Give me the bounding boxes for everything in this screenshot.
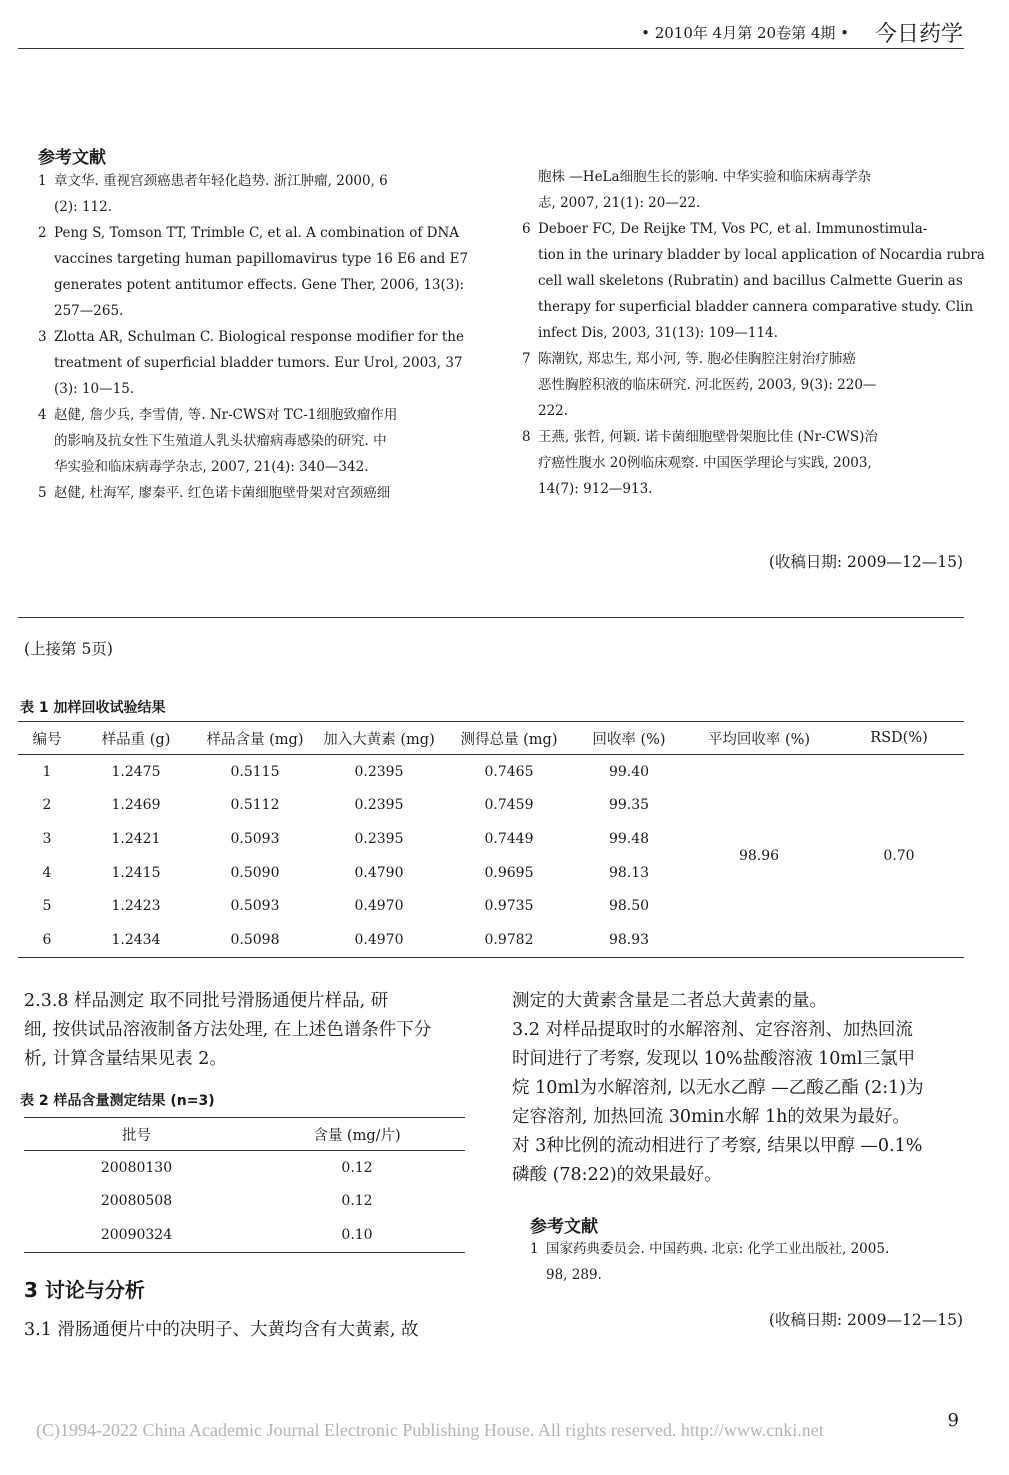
reference-line: 257—265. xyxy=(54,303,124,319)
reference-line: 恶性胸腔积液的临床研究. 河北医药, 2003, 9(3): 220— xyxy=(538,377,877,393)
reference-number: 2 xyxy=(38,225,47,241)
reference-item xyxy=(522,164,960,216)
table-row xyxy=(18,755,964,789)
table-cell: 0.5115 xyxy=(230,763,280,780)
reference-item xyxy=(38,168,476,220)
table-cell: 0.2395 xyxy=(354,830,404,847)
table-cell: 98.93 xyxy=(608,931,650,948)
content-table xyxy=(24,1117,465,1253)
reference-item xyxy=(38,324,476,402)
table1-caption: 表 1 加样回收试验结果 xyxy=(20,700,166,716)
col-header: 编号 xyxy=(18,722,76,755)
reference-number: 3 xyxy=(38,329,47,345)
table-row xyxy=(24,1151,465,1185)
table-cell: 0.5090 xyxy=(230,864,280,881)
reference-line: 98, 289. xyxy=(546,1267,602,1283)
text-line: 烷 10ml为水解溶剂, 以无水乙醇 —乙酸乙酯 (2:1)为 xyxy=(512,1078,924,1098)
reference-line: 疗癌性腹水 20例临床观察. 中国医学理论与实践, 2003, xyxy=(538,455,872,471)
reference-line: 王燕, 张哲, 何颖. 诺卡菌细胞壁骨架胞比佳 (Nr-CWS)治 xyxy=(538,429,878,445)
text-line: 测定的大黄素含量是二者总大黄素的量。 xyxy=(512,991,827,1011)
table-cell: 1.2423 xyxy=(111,898,161,915)
reference-line: 陈潮钦, 郑忠生, 郑小河, 等. 胞必佳胸腔注射治疗肺癌 xyxy=(538,351,856,367)
section-3-2 xyxy=(512,1016,964,1190)
table-cell: 0.9695 xyxy=(484,864,534,881)
table2-caption: 表 2 样品含量测定结果 (n=3) xyxy=(20,1093,215,1109)
journal-name: 今日药学 xyxy=(874,22,963,47)
text-line: 细, 按供试品溶液制备方法处理, 在上述色谱条件下分 xyxy=(24,1020,432,1040)
reference-number: 6 xyxy=(522,221,531,237)
reference-item xyxy=(522,346,960,424)
page-number: 9 xyxy=(947,1410,959,1431)
table-cell: 98.50 xyxy=(608,898,650,915)
reference-item xyxy=(38,220,476,324)
table-cell: 99.35 xyxy=(608,797,650,814)
reference-line: infect Dis, 2003, 31(13): 109—114. xyxy=(538,325,778,341)
reference-item xyxy=(38,480,476,506)
table-cell: 1.2415 xyxy=(111,864,161,881)
references-title-2: 参考文献 xyxy=(530,1217,598,1237)
table-cell: 0.5098 xyxy=(230,931,280,948)
reference-line: 华实验和临床病毒学杂志, 2007, 21(4): 340—342. xyxy=(54,459,369,475)
reference-item xyxy=(522,424,960,502)
table-cell: 99.40 xyxy=(608,763,650,780)
rsd-cell: 0.70 xyxy=(883,847,915,864)
table-cell: 5 xyxy=(42,898,52,915)
text-line: 时间进行了考察, 发现以 10%盐酸溶液 10ml三氯甲 xyxy=(512,1049,916,1069)
col-header: 样品重 (g) xyxy=(76,722,196,755)
continued-note: (上接第 5页) xyxy=(24,640,113,658)
col-header: 批号 xyxy=(24,1118,249,1151)
table-cell: 0.2395 xyxy=(354,763,404,780)
reference-line: 志, 2007, 21(1): 20—22. xyxy=(538,195,701,211)
reference-number: 1 xyxy=(38,173,47,189)
table-cell: 0.9735 xyxy=(484,898,534,915)
table-cell: 0.7465 xyxy=(484,763,534,780)
table1-header-row xyxy=(18,722,964,755)
text-line: 析, 计算含量结果见表 2。 xyxy=(24,1049,227,1069)
table-cell: 0.5093 xyxy=(230,830,280,847)
reference-line: generates potent antitumor effects. Gene Ther, 2006, 13(3): xyxy=(54,277,465,293)
copyright-footer: (C)1994-2022 China Academic Journal Electronic Publishing House. All rights reserved. http://www.cnki.net xyxy=(36,1420,824,1440)
table-cell: 20080130 xyxy=(100,1159,173,1176)
reference-number: 1 xyxy=(530,1241,539,1257)
section-3-1 xyxy=(24,1316,474,1345)
table-cell: 98.13 xyxy=(608,864,650,881)
reference-line: therapy for superficial bladder cannera comparative study. Clin xyxy=(538,299,974,315)
table-cell: 0.12 xyxy=(341,1159,373,1176)
table-cell: 6 xyxy=(42,931,52,948)
reference-item xyxy=(522,216,985,346)
table-cell: 3 xyxy=(42,830,52,847)
reference-item xyxy=(38,402,476,480)
table-cell: 20080508 xyxy=(100,1193,173,1210)
reference-line: 胞株 —HeLa细胞生长的影响. 中华实验和临床病毒学杂 xyxy=(538,169,872,185)
references-list-2 xyxy=(530,1236,964,1288)
col-header: RSD(%) xyxy=(834,722,964,755)
reference-line: Peng S, Tomson TT, Trimble C, et al. A combination of DNA xyxy=(54,225,460,241)
table-cell: 1 xyxy=(42,763,52,780)
section-divider xyxy=(18,617,964,618)
text-line: 磷酸 (78:22)的效果最好。 xyxy=(512,1165,722,1185)
table-cell: 2 xyxy=(42,797,52,814)
table-row xyxy=(24,1218,465,1252)
col-header: 含量 (mg/片) xyxy=(249,1118,465,1151)
table-cell: 0.2395 xyxy=(354,797,404,814)
table-cell: 0.9782 xyxy=(484,931,534,948)
reference-line: cell wall skeletons (Rubratin) and bacillus Calmette Guerin as xyxy=(538,273,963,289)
table-cell: 0.4790 xyxy=(354,864,404,881)
reference-line: 国家药典委员会. 中国药典. 北京: 化学工业出版社, 2005. xyxy=(546,1241,890,1257)
col-header: 样品含量 (mg) xyxy=(196,722,314,755)
reference-line: vaccines targeting human papillomavirus type 16 E6 and E7 xyxy=(54,251,469,267)
col-header: 加入大黄素 (mg) xyxy=(314,722,444,755)
section-2-3-8 xyxy=(24,987,474,1074)
reference-line: treatment of superficial bladder tumors. Eur Urol, 2003, 37 xyxy=(54,355,463,371)
table2-header-row xyxy=(24,1118,465,1151)
table-cell: 1.2421 xyxy=(111,830,161,847)
recovery-table xyxy=(18,721,964,958)
reference-line: tion in the urinary bladder by local application of Nocardia rubra xyxy=(538,247,985,263)
issue-info: • 2010年 4月第 20卷第 4期 • xyxy=(641,24,849,42)
reference-line: Deboer FC, De Reijke TM, Vos PC, et al. Immunostimula- xyxy=(538,221,928,237)
reference-line: 赵健, 詹少兵, 李雪倩, 等. Nr-CWS对 TC-1细胞致瘤作用 xyxy=(54,407,398,423)
references-left-column xyxy=(38,168,476,506)
table-cell: 0.5093 xyxy=(230,898,280,915)
text-line: 对 3种比例的流动相进行了考察, 结果以甲醇 —0.1% xyxy=(512,1136,923,1156)
table-cell: 20090324 xyxy=(100,1226,173,1243)
text-line: 2.3.8 样品测定 取不同批号滑肠通便片样品, 研 xyxy=(24,991,389,1011)
section-3-heading: 3 讨论与分析 xyxy=(24,1278,145,1302)
reference-line: 章文华. 重视宫颈癌患者年轻化趋势. 浙江肿瘤, 2000, 6 xyxy=(54,173,388,189)
table-cell: 0.5112 xyxy=(230,797,280,814)
table-cell: 99.48 xyxy=(608,830,650,847)
received-date-2: (收稿日期: 2009—12—15) xyxy=(768,1311,963,1329)
table-cell: 4 xyxy=(42,864,52,881)
reference-line: 222. xyxy=(538,403,569,419)
text-line: 3.2 对样品提取时的水解溶剂、定容溶剂、加热回流 xyxy=(512,1020,913,1040)
reference-line: Zlotta AR, Schulman C. Biological response modifier for the xyxy=(54,329,464,345)
reference-number: 8 xyxy=(522,429,531,445)
received-date: (收稿日期: 2009—12—15) xyxy=(768,553,963,571)
reference-number: 7 xyxy=(522,351,531,367)
reference-line: (3): 10—15. xyxy=(54,381,135,397)
table-cell: 0.4970 xyxy=(354,931,404,948)
table-cell: 1.2469 xyxy=(111,797,161,814)
table-cell: 0.12 xyxy=(341,1193,373,1210)
table-row xyxy=(24,1185,465,1219)
reference-line: (2): 112. xyxy=(54,199,113,215)
reference-line: 14(7): 912—913. xyxy=(538,481,653,497)
text-line: 3.1 滑肠通便片中的决明子、大黄均含有大黄素, 故 xyxy=(24,1320,419,1340)
col-header: 回收率 (%) xyxy=(574,722,684,755)
average-recovery-cell: 98.96 xyxy=(738,847,780,864)
table-cell: 0.7459 xyxy=(484,797,534,814)
table-cell: 0.4970 xyxy=(354,898,404,915)
table-cell: 1.2475 xyxy=(111,763,161,780)
col-header: 测得总量 (mg) xyxy=(444,722,574,755)
table-cell: 1.2434 xyxy=(111,931,161,948)
reference-line: 的影响及抗女性下生殖道人乳头状瘤病毒感染的研究. 中 xyxy=(54,433,387,449)
references-right-column xyxy=(522,164,985,502)
text-line: 定容溶剂, 加热回流 30min水解 1h的效果为最好。 xyxy=(512,1107,910,1127)
section-3-1-continued xyxy=(512,987,964,1016)
header-rule xyxy=(18,48,964,49)
table-cell: 0.10 xyxy=(341,1226,373,1243)
table-cell: 0.7449 xyxy=(484,830,534,847)
reference-number: 5 xyxy=(38,485,47,501)
references-title: 参考文献 xyxy=(38,148,106,168)
reference-number: 4 xyxy=(38,407,47,423)
col-header: 平均回收率 (%) xyxy=(684,722,834,755)
reference-line: 赵健, 杜海军, 廖秦平. 红色诺卡菌细胞壁骨架对宫颈癌细 xyxy=(54,485,391,501)
reference-item xyxy=(530,1236,964,1288)
